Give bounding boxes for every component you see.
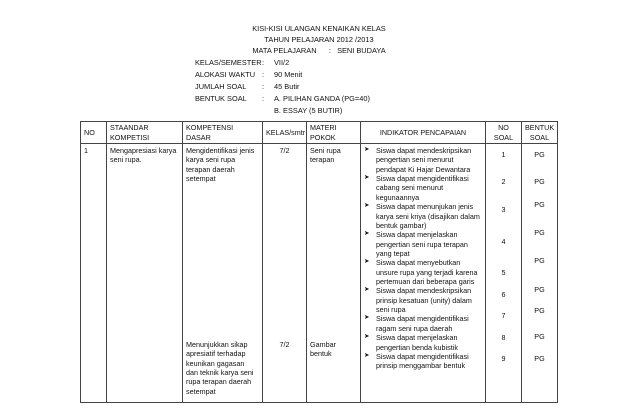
soal-number: 4 — [501, 237, 506, 246]
doc-title: KISI-KISI ULANGAN KENAIKAN KELAS — [252, 24, 386, 33]
arrow-bullet-icon: ➤ — [364, 202, 370, 210]
bentuk-soal: PG — [534, 200, 545, 209]
header-materi: MATERI POKOK — [307, 122, 361, 144]
doc-year: TAHUN PELAJARAN 2012 /2013 — [264, 35, 374, 44]
row-kelas-2: 7/2 — [279, 340, 290, 349]
soal-number: 3 — [501, 205, 506, 214]
row-standar: Mengapresiasi karya seni rupa. — [110, 146, 177, 165]
bentuk-soal: PG — [534, 354, 545, 363]
meta-colon: : — [262, 82, 265, 91]
bentuk-soal: PG — [534, 256, 545, 265]
list-item: ➤ Siswa dapat mengidentifikasi ragam seni rupa daerah — [364, 314, 469, 333]
row-kelas-1: 7/2 — [279, 146, 290, 155]
arrow-bullet-icon: ➤ — [364, 314, 370, 322]
table-header-row — [81, 122, 558, 144]
cell-standar — [107, 144, 183, 403]
arrow-bullet-icon: ➤ — [364, 146, 370, 153]
arrow-bullet-icon: ➤ — [364, 333, 370, 341]
list-item: ➤ Siswa dapat mengidentifikasi prinsip menggambar bentuk — [364, 351, 469, 371]
cell-kelas — [263, 144, 307, 403]
meta-key: BENTUK SOAL — [195, 94, 247, 103]
meta-value: B. ESSAY (5 BUTIR) — [274, 106, 343, 115]
header-nosoal: NO SOAL — [486, 122, 522, 144]
meta-bentuk-essay — [195, 106, 342, 116]
list-item: ➤ Siswa dapat menyebutkan unsure rupa yang terjadi karena pertemuan dari beberapa garis — [364, 258, 478, 287]
list-item: ➤ Siswa dapat menunjukan jenis karya seni kriya (disajikan dalam bentuk gambar) — [364, 202, 480, 230]
header-kompetensi: KOMPETENSI DASAR — [183, 122, 263, 144]
header-bentuk: BENTUK SOAL — [522, 122, 558, 144]
row-kd-1: Mengidentifikasi jenis karya seni rupa terapan daerah setempat — [186, 146, 255, 184]
soal-number: 1 — [501, 150, 506, 159]
meta-colon: : — [262, 58, 265, 67]
list-item: ➤ Siswa dapat mendeskripsikan prinsip kesatuan (unity) dalam seni rupa — [364, 286, 472, 315]
kisi-kisi-table — [80, 121, 558, 403]
soal-number: 7 — [501, 311, 506, 320]
row-kd-2: Menunjukkan sikap apresiatif terhadap keunikan gagasan dan teknik karya seni rupa terapan daerah setempat — [186, 340, 254, 396]
cell-bentuk — [522, 144, 558, 403]
cell-materi — [307, 144, 361, 403]
meta-jumlah — [195, 82, 299, 92]
header-no: NO — [81, 122, 107, 144]
row-materi-1: Seni rupa terapan — [310, 146, 341, 165]
meta-alokasi — [195, 70, 302, 80]
list-item: ➤ Siswa dapat menjelaskan pengertian seni rupa terapan yang tepat — [364, 230, 468, 258]
meta-value: VII/2 — [274, 58, 290, 67]
meta-colon: : — [262, 70, 265, 79]
bentuk-soal: PG — [534, 306, 545, 315]
meta-key: JUMLAH SOAL — [195, 82, 247, 91]
list-item: ➤ Siswa dapat menjelaskan pengertian benda kubistik — [364, 333, 458, 352]
soal-number: 2 — [501, 177, 506, 186]
soal-number: 6 — [501, 290, 506, 299]
doc-subject: MATA PELAJARAN : SENI BUDAYA — [252, 46, 386, 55]
arrow-bullet-icon: ➤ — [364, 258, 370, 266]
bentuk-soal: PG — [534, 285, 545, 294]
header-kelas: KELAS/smtr — [263, 122, 307, 144]
arrow-bullet-icon: ➤ — [364, 174, 370, 182]
list-item: ➤ Siswa dapat mengidentifikasi cabang seni menurut kegunaannya — [364, 174, 469, 202]
cell-indikator — [361, 144, 486, 403]
row-no: 1 — [84, 146, 88, 155]
row-materi-2: Gambar bentuk — [310, 340, 336, 359]
bentuk-soal: PG — [534, 228, 545, 237]
cell-kompetensi — [183, 144, 263, 403]
meta-key: KELAS/SEMESTER — [195, 58, 262, 67]
indikator-list — [364, 146, 483, 371]
arrow-bullet-icon: ➤ — [364, 351, 370, 359]
meta-value: 45 Butir — [274, 82, 300, 91]
meta-value: A. PILIHAN GANDA (PG=40) — [274, 94, 370, 103]
list-item: ➤ Siswa dapat mendeskripsikan pengertian seni menurut pendapat Ki Hajar Dewantara — [364, 146, 472, 174]
soal-number: 8 — [501, 333, 506, 342]
meta-kelas — [195, 58, 289, 68]
bentuk-soal: PG — [534, 150, 545, 159]
bentuk-soal: PG — [534, 332, 545, 341]
meta-bentuk — [195, 94, 370, 104]
table-row — [81, 144, 558, 403]
header-standar: STAANDAR KOMPETISI — [107, 122, 183, 144]
arrow-bullet-icon: ➤ — [364, 286, 370, 294]
header-indikator: INDIKATOR PENCAPAIAN — [361, 122, 486, 144]
meta-key: ALOKASI WAKTU — [195, 70, 256, 79]
meta-value: 90 Menit — [274, 70, 303, 79]
soal-number: 9 — [501, 354, 506, 363]
meta-colon: : — [262, 94, 265, 103]
bentuk-soal: PG — [534, 177, 545, 186]
arrow-bullet-icon: ➤ — [364, 230, 370, 238]
soal-number: 5 — [501, 268, 506, 277]
cell-nosoal — [486, 144, 522, 403]
cell-no — [81, 144, 107, 403]
